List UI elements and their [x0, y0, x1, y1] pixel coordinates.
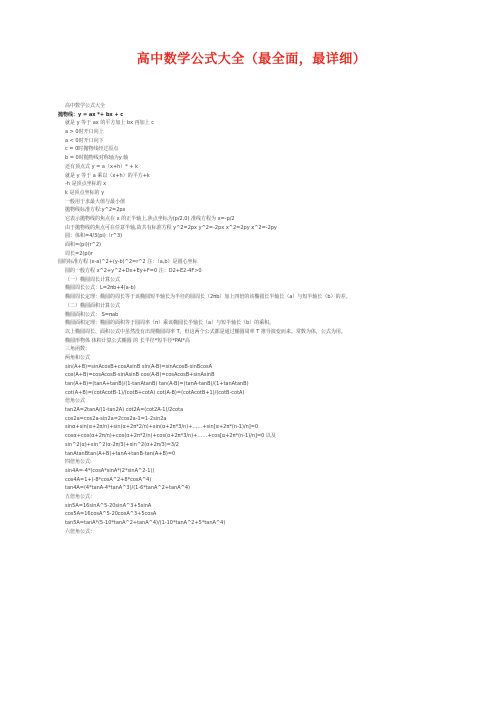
text-line: 椭圆面积公式： S=πab	[65, 311, 119, 318]
text-line: 抛物线：y = ax *+ bx + c	[58, 111, 124, 118]
text-line: sinα+sin(α+2π/n)+sin(α+2π*2/n)+sin(α+2π*3/n)+……+sin[α+2π*(n-1)/n]=0	[65, 424, 259, 431]
text-line: cot(A+B)=(cotAcotB-1)/(cotB+cotA) cot(A-B)=(cotAcotB+1)/(cotB-cotA)	[65, 389, 245, 396]
document-title: 高中数学公式大全（最全面，最详细）	[136, 52, 367, 67]
text-line: a < 0时开口向下	[65, 137, 104, 144]
text-line: 圆的标准方程 (x-a)^2+(y-b)^2=r^2 注：（a,b）是圆心坐标	[58, 259, 198, 266]
text-line: 面积=(pi)(r^2)	[65, 242, 101, 248]
text-line: 周长=2(pi)r	[65, 250, 93, 257]
text-line: tanAtanBtan(A+B)+tanA+tanB-tan(A+B)=0	[65, 450, 176, 457]
text-line: sin^2(α)+sin^2(α-2π/3)+sin^2(α+2π/3)=3/2	[65, 441, 179, 448]
text-line: 椭圆形物体 体积计算公式椭圆 的 长半径*短半径*PAI*高	[65, 337, 190, 344]
text-line: （一）椭圆周长计算公式	[65, 276, 121, 283]
text-line: tan4A=(4*tanA-4*tanA^3)/(1-6*tanA^2+tanA^4)	[65, 485, 190, 492]
text-line: 以上椭圆周长、面积公式中虽然没有出现椭圆周率 T，但这两个公式都是通过椭圆周率 T 推导演变而来。常数为体，公式为用。	[65, 328, 346, 335]
text-line: （二）椭圆面积计算公式	[65, 302, 121, 309]
text-line: 一般用于求最大值与最小值	[65, 198, 126, 205]
text-line: 就是 y 等于 a 乘以（x+h）的平方+k	[65, 172, 150, 179]
text-line: tan(A+B)=(tanA+tanB)/(1-tanAtanB) tan(A-B)=(tanA-tanB)/(1+tanAtanB)	[65, 381, 249, 387]
text-line: 四倍角公式:	[65, 459, 92, 466]
text-line: cosα+cos(α+2π/n)+cos(α+2π*2/n)+cos(α+2π*3/n)+……+cos[α+2π*(n-1)/n]=0 以及	[65, 433, 276, 440]
text-line: 圆的一般方程 x^2+y^2+Dx+Ey+F=0 注：D2+E2-4F>0	[65, 268, 202, 275]
text-line: cos5A=16cosA^5-20cosA^3+5cosA	[65, 511, 157, 518]
text-line: b = 0时抛物线对称轴为y 轴	[65, 155, 129, 162]
text-line: 椭圆周长公式：L=2πb+4(a-b)	[65, 285, 136, 292]
document-body	[58, 102, 478, 536]
text-line: cos2a=cos2a-sin2a=2cos2a-1=1-2sin2a	[65, 415, 167, 422]
text-line: a > 0时开口向上	[65, 129, 104, 136]
text-line: 就是 y 等于 ax 的平方加上 bx 再加上 c	[65, 120, 154, 127]
text-line: 圆：体积=4/3(pi)（r^3)	[65, 233, 123, 240]
text-line: sin4A=-4*(cosA*sinA*(2*sinA^2-1))	[65, 467, 155, 474]
text-line: 五倍角公式：	[65, 493, 96, 500]
text-line: k 是顶点坐标的 y	[65, 189, 105, 196]
text-line: tan2A=2tanA/(1-tan2A) cot2A=(cot2A-1)/2cota	[65, 407, 184, 414]
text-line: 由于抛物线的焦点可在任意半轴,故共有标准方程 y^2=2px y^2=-2px x^2=2py x^2=-2py	[65, 224, 277, 231]
text-line: tan5A=tanA*(5-10*tanA^2+tanA^4)/(1-10*tanA^2+5*tanA^4)	[65, 520, 226, 526]
text-line: -h 是顶点坐标的 x	[65, 181, 107, 188]
text-line: 椭圆面积定理：椭圆的面积等于圆周率（π）乘该椭圆长半轴长（a）与短半轴长（b）的乘积。	[65, 320, 275, 327]
text-line: 还有顶点式 y = a（x+h）* + k	[65, 163, 139, 170]
text-line: cos(A+B)=cosAcosB-sinAsinB cos(A-B)=cosAcosB+sinAsinB	[65, 372, 215, 379]
text-line: 两角和公式	[65, 354, 91, 361]
text-line: sin5A=16sinA^5-20sinA^3+5sinA	[65, 502, 152, 509]
text-line: 三角函数：	[65, 346, 91, 353]
text-line: 倍角公式	[65, 398, 86, 405]
text-line: 抛物线标准方程:y^2=2px	[65, 207, 126, 214]
text-line: 椭圆周长定理：椭圆的周长等于该椭圆短半轴长为半径的圆周长（2πb）加上四倍的该椭圆长半轴长（a）与短半轴长（b）的差。	[65, 294, 351, 301]
text-line: cos4A=1+(-8*cosA^2+8*cosA^4)	[65, 476, 152, 483]
text-line: 高中数学公式大全	[65, 103, 106, 109]
text-line: sin(A+B)=sinAcosB+cosAsinB sin(A-B)=sinAcosB-sinBcosA	[65, 363, 213, 370]
text-line: 六倍角公式：	[65, 528, 96, 535]
text-line: c = 0时抛物线经过原点	[65, 146, 119, 153]
text-line: 它表示抛物线的焦点在 x 的正半轴上,焦点坐标为(p/2,0) 准线方程为 x=-p/2	[65, 215, 235, 222]
